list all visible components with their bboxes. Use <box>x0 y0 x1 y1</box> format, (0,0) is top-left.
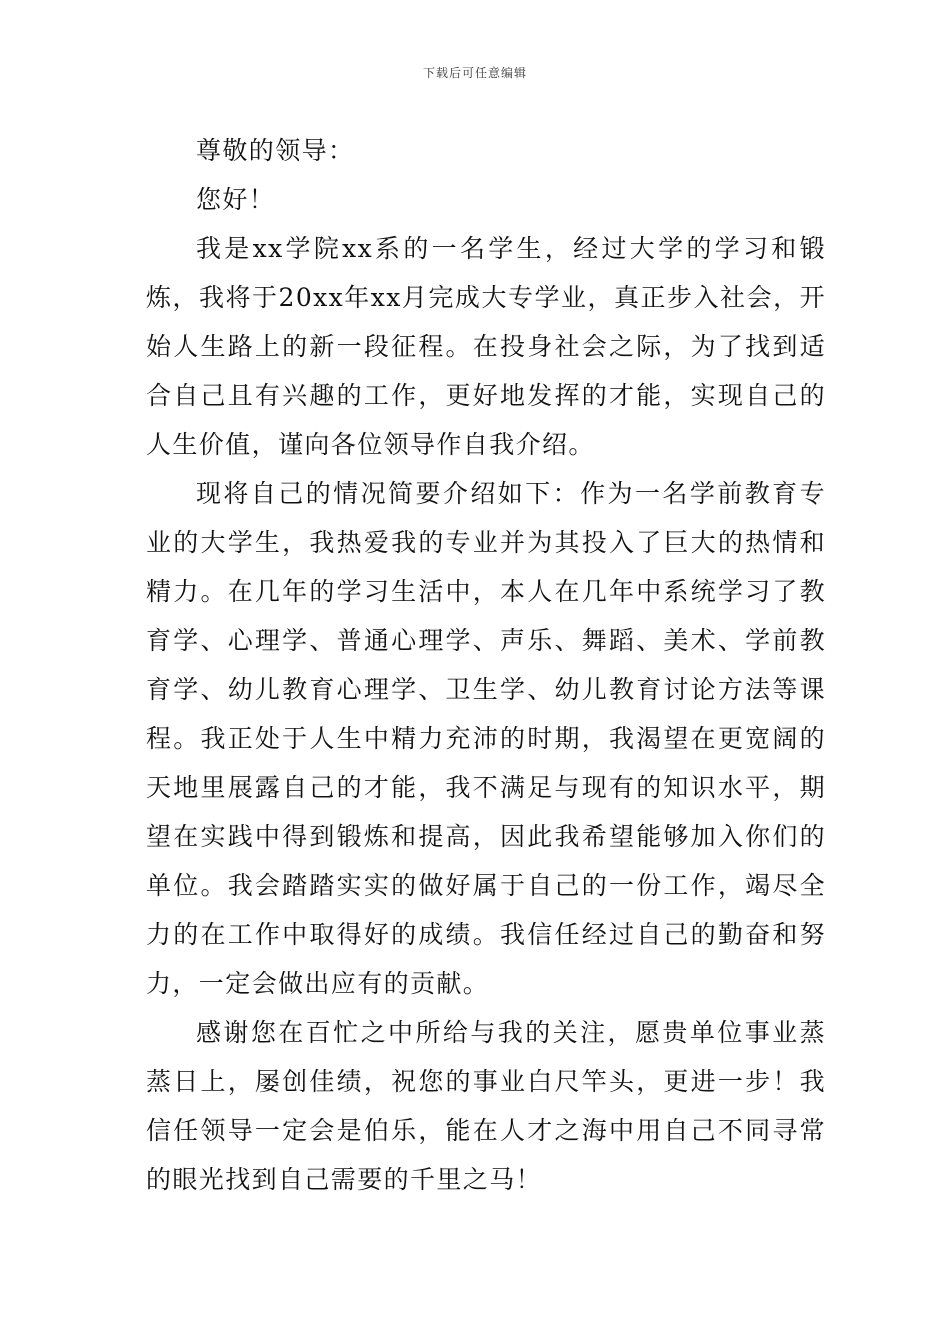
salutation: 尊敬的领导： <box>196 136 355 165</box>
header-note: 下载后可任意编辑 <box>422 66 527 80</box>
greeting: 您好！ <box>196 185 276 214</box>
paragraph-background: 现将自己的情况简要介绍如下：作为一名学前教育专业的大学生，我热爱我的专业并为其投入了巨大的热情和精力。在几年的学习生活中，本人在几年中系统学习了教育学、心理学、普通心理学、声乐、舞蹈、美术、学前教育学、幼儿教育心理学、卫生学、幼儿教育讨论方法等课程。我正处于人生中精力充沛的时期，我渴望在更宽阔的天地里展露自己的才能，我不满足与现有的知识水平，期望在实践中得到锻炼和提高，因此我希望能够加入你们的单位。我会踏踏实实的做好属于自己的一份工作，竭尽全力的在工作中取得好的成绩。我信任经过自己的勤奋和努力，一定会做出应有的贡献。 <box>146 479 826 998</box>
paragraph-intro: 我是xx学院xx系的一名学生，经过大学的学习和锻炼，我将于20xx年xx月完成大专学业，真正步入社会，开始人生路上的新一段征程。在投身社会之际，为了找到适合自己且有兴趣的工作，更好地发挥的才能，实现自己的人生价值，谨向各位领导作自我介绍。 <box>146 234 826 459</box>
letter-body <box>146 126 826 1204</box>
paragraph-closing: 感谢您在百忙之中所给与我的关注，愿贵单位事业蒸蒸日上，屡创佳绩，祝您的事业白尺竿头，更进一步！我信任领导一定会是伯乐，能在人才之海中用自己不同寻常的眼光找到自己需要的千里之马！ <box>146 1018 826 1194</box>
